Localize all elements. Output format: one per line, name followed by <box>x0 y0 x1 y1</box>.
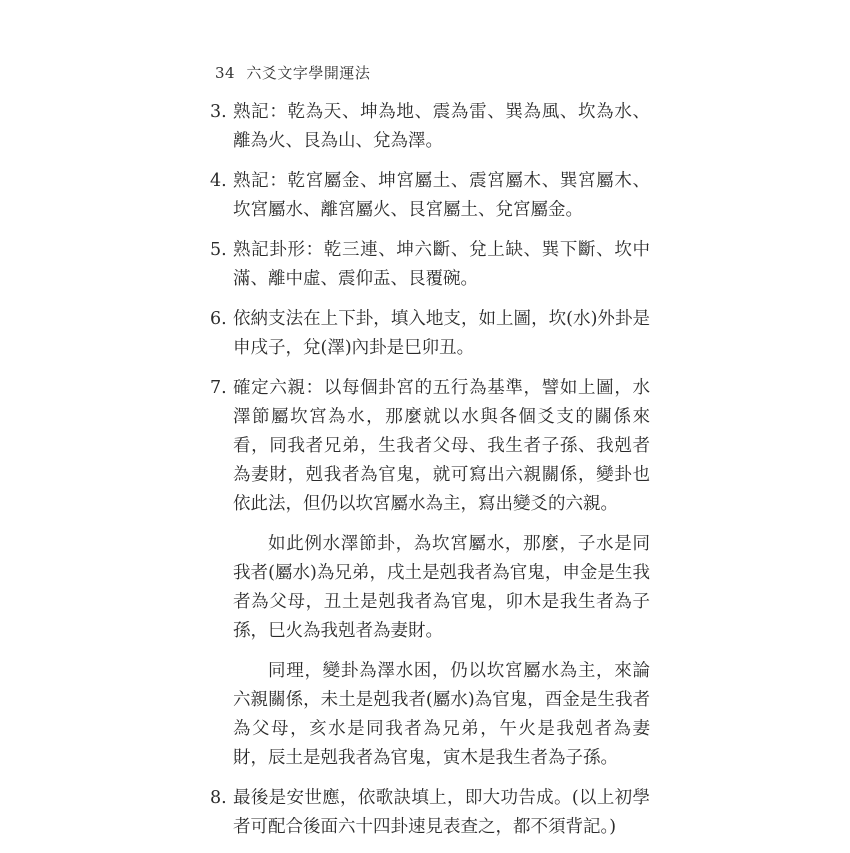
list-item-7 <box>210 374 650 519</box>
page-body <box>210 98 650 853</box>
list-item-5 <box>210 236 650 294</box>
page-header <box>215 62 370 83</box>
changed-hexagram-paragraph: 同理，變卦為澤水困，仍以坎宮屬水為主，來論六親關係，未土是剋我者(屬水)為官鬼，酉金是生我者為父母，亥水是同我者為兄弟，午火是我剋者為妻財，辰土是剋我者為官鬼，寅木是我生者為子孫。 <box>233 661 650 768</box>
list-item-3 <box>210 98 650 156</box>
example-paragraph: 如此例水澤節卦，為坎宮屬水，那麼，子水是同我者(屬水)為兄弟，戌土是剋我者為官鬼，申金是生我者為父母，丑土是剋我者為官鬼，卯木是我生者為子孫，巳火為我剋者為妻財。 <box>233 534 650 641</box>
item-text: 熟記：乾為天、坤為地、震為雷、巽為風、坎為水、離為火、艮為山、兌為澤。 <box>233 102 650 151</box>
item-number: 5. <box>210 240 227 260</box>
item-text: 最後是安世應，依歌訣填上，即大功告成。(以上初學者可配合後面六十四卦速見表查之，都不須背記。) <box>233 788 650 837</box>
item-number: 4. <box>210 171 227 191</box>
book-title: 六爻文字學開運法 <box>246 64 371 82</box>
list-item-4 <box>210 167 650 225</box>
list-item-8 <box>210 784 650 842</box>
page-number: 34 <box>215 64 236 82</box>
list-item-6 <box>210 305 650 363</box>
item-text: 依納支法在上下卦，填入地支，如上圖，坎(水)外卦是申戌子，兌(澤)內卦是巳卯丑。 <box>233 309 650 358</box>
item-text: 熟記：乾宮屬金、坤宮屬土、震宮屬木、巽宮屬木、坎宮屬水、離宮屬火、艮宮屬土、兌宮屬金。 <box>233 171 650 220</box>
item-number: 7. <box>210 378 227 398</box>
item-text: 熟記卦形：乾三連、坤六斷、兌上缺、巽下斷、坎中滿、離中虛、震仰盂、艮覆碗。 <box>233 240 650 289</box>
item-number: 6. <box>210 309 227 329</box>
item-number: 3. <box>210 102 227 122</box>
item-text: 確定六親：以每個卦宮的五行為基準，譬如上圖，水澤節屬坎宮為水，那麼就以水與各個爻支的關係來看，同我者兄弟，生我者父母、我生者子孫、我剋者為妻財，剋我者為官鬼，就可寫出六親關係，變卦也依此法，但仍以坎宮屬水為主，寫出變爻的六親。 <box>233 378 650 514</box>
item-number: 8. <box>210 788 227 808</box>
